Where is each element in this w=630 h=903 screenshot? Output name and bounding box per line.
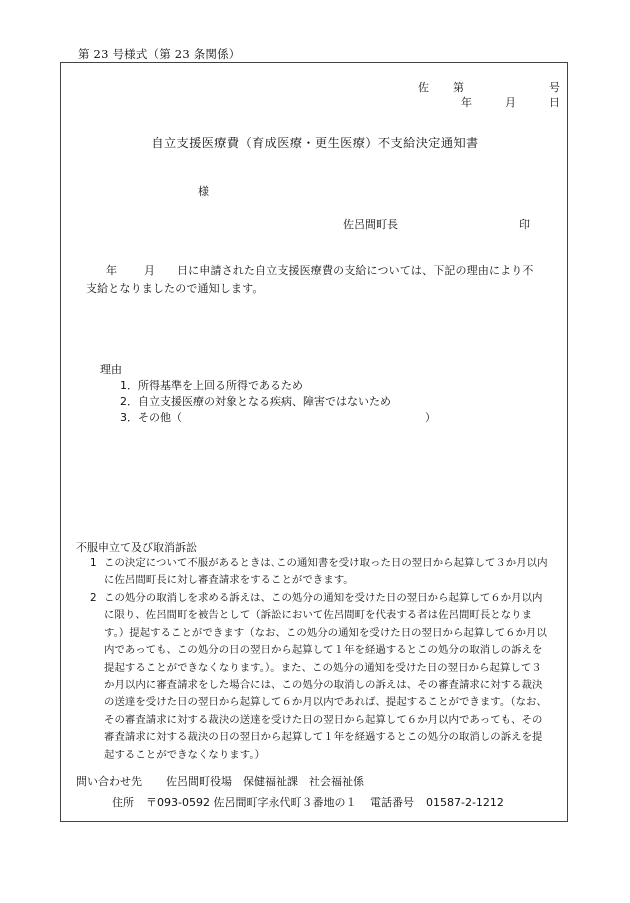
contact-address-label: 住所 — [112, 796, 134, 809]
header-dai: 第 — [453, 81, 464, 94]
reason-heading: 理由 — [100, 363, 122, 376]
appeal-paragraph-2 — [90, 590, 552, 764]
addressee-suffix: 様 — [198, 185, 209, 198]
appeal-paragraph-2-number: 2 — [90, 592, 97, 604]
contact-office: 佐呂間町役場 保健福祉課 社会福祉係 — [166, 775, 364, 788]
intro-gatsu: 月 — [144, 264, 155, 277]
intro-nen: 年 — [106, 264, 117, 277]
header-go: 号 — [549, 81, 560, 94]
reason-item-2: 2．自立支援医療の対象となる疾病、障害ではないため — [120, 395, 391, 408]
header-gatsu: 月 — [505, 96, 516, 109]
form-number: 第 23 号様式（第 23 条関係） — [78, 47, 241, 61]
appeal-paragraph-1-number: 1 — [90, 557, 97, 569]
header-nichi: 日 — [549, 96, 560, 109]
intro-line1: 日に申請された自立支援医療費の支給については、下記の理由により不 — [177, 264, 534, 277]
contact-phone: 01587-2-1212 — [426, 796, 504, 809]
reason-item-3-close-paren: ） — [425, 411, 436, 424]
seal-mark: 印 — [519, 218, 530, 231]
contact-phone-label: 電話番号 — [370, 796, 414, 809]
document-title: 自立支援医療費（育成医療・更生医療）不支給決定通知書 — [151, 136, 479, 150]
reason-item-1: 1．所得基準を上回る所得であるため — [120, 379, 303, 392]
contact-label: 問い合わせ先 — [76, 775, 142, 788]
appeal-paragraph-2-text: この処分の取消しを求める訴えは、この処分の通知を受けた日の翌日から起算して６か月以内に限り、佐呂間町を被告として（訴訟において佐呂間町を代表する者は佐呂間町長となります。）提起することができます（なお、この処分の通知を受けた日の翌日から起算して６か月以内であっても、この処分の日の翌日から起算して１年を経過するとこの処分の取消しの訴えを提起することができなくなります。）。また、この処分の通知を受けた日の翌日から起算して３か月以内に審査請求をした場合には、この処分の取消しの訴えは、その審査請求に対する裁決の送達を受けた日の翌日から起算して６か月以内であれば、提起することができます。（なお、その審査請求に対する裁決の送達を受けた日の翌日から起算して６か月以内であっても、その審査請求に対する裁決の日の翌日から起算して１年を経過するとこの処分の取消しの訴えを提起することができなくなります。） — [104, 592, 547, 761]
intro-line2: 支給となりましたので通知します。 — [86, 282, 264, 295]
header-nen: 年 — [461, 96, 472, 109]
header-sa: 佐 — [418, 81, 429, 94]
appeal-paragraph-1-text: この決定について不服があるときは､この通知書を受け取った日の翌日から起算して３か月以内に佐呂間町長に対し審査請求をすることができます。 — [104, 557, 548, 587]
reason-item-3: 3．その他（ — [120, 411, 182, 424]
appeal-paragraph-1 — [90, 555, 552, 590]
contact-address: 〒093-0592 佐呂間町字永代町３番地の１ — [146, 796, 357, 809]
issuer: 佐呂間町長 — [343, 218, 398, 231]
appeal-heading: 不服申立て及び取消訴訟 — [76, 541, 197, 554]
